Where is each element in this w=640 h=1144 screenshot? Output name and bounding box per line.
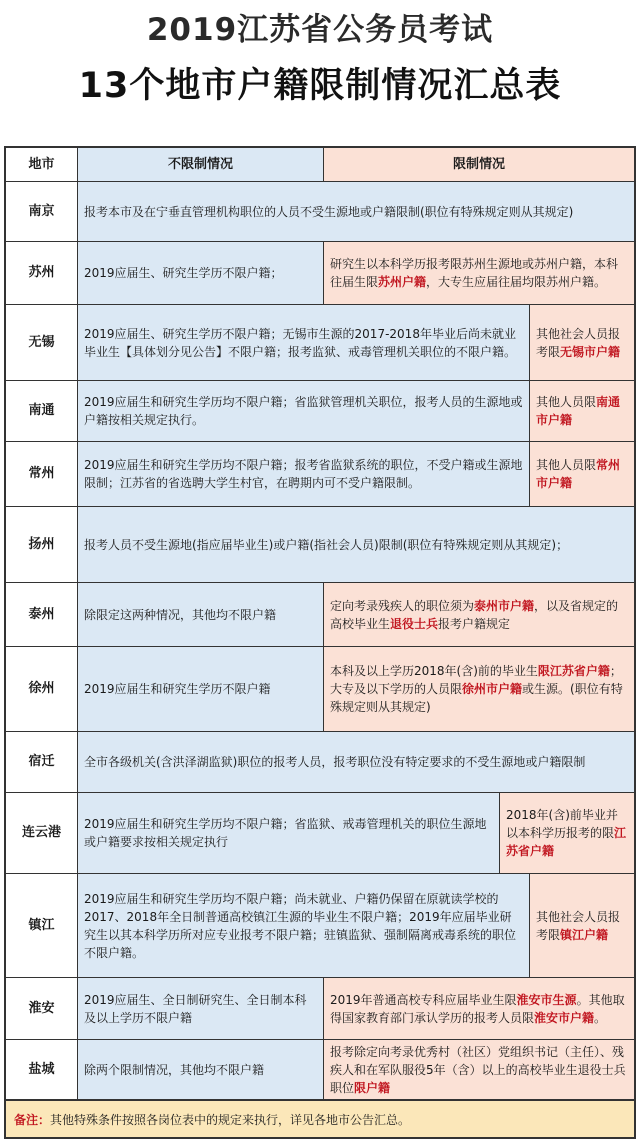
highlight-text: 江苏省户籍 — [506, 826, 627, 858]
page-title: 2019江苏省公务员考试 — [146, 12, 494, 48]
summary-table — [4, 146, 636, 1101]
highlight-text: 限江苏省户籍 — [537, 664, 610, 678]
text-segment: 2018年(含)前毕业并以本科学历报考的限 — [506, 808, 618, 840]
highlight-text: 限户籍 — [354, 1080, 391, 1095]
city-nanjing: 南京 — [6, 182, 78, 242]
row-zhenjiang-no-limit: 2019应届生和研究生学历均不限户籍；尚未就业、户籍仍保留在原就读学校的2017、2018年全日制普通高校镇江生源的毕业生不限户籍；2019年应届毕业研究生以其本科学历所对应专业报考不限户籍；驻镇监狱、强制隔离戒毒系统的职位不限户籍。 — [78, 874, 530, 978]
city-wuxi: 无锡 — [6, 305, 78, 381]
text-segment: 定向考录残疾人的职位须为 — [330, 598, 475, 613]
text-segment: 报考户籍规定 — [438, 616, 511, 631]
text-segment: 本科及以上学历2018年(含)前的毕业生 — [330, 664, 538, 678]
row-huaian-no-limit: 2019应届生、全日制研究生、全日制本科及以上学历不限户籍 — [78, 978, 324, 1040]
header-limit: 限制情况 — [324, 148, 634, 182]
row-nantong-limit — [530, 381, 634, 442]
row-taizhou-limit — [324, 583, 634, 647]
text-segment: ，大专生应届往届均限苏州户籍。 — [426, 275, 607, 289]
highlight-text: 无锡市户籍 — [560, 344, 621, 359]
text-segment: 或生源。(职位有特殊规定则从其规定) — [330, 682, 623, 714]
row-huaian-limit — [324, 978, 634, 1040]
footnote-text: 其他特殊条件按照各岗位表中的规定来执行，详见各地市公告汇总。 — [50, 1112, 411, 1127]
row-wuxi-limit — [530, 305, 634, 381]
row-zhenjiang-limit — [530, 874, 634, 978]
row-lianyungang-limit — [500, 793, 634, 874]
highlight-text: 淮安市生源 — [516, 992, 577, 1007]
footnote — [4, 1101, 636, 1139]
text-segment: 研究生以本科学历报考限苏州生源地或苏州户籍，本科往届生限 — [330, 257, 619, 289]
city-xuzhou: 徐州 — [6, 647, 78, 732]
city-taizhou: 泰州 — [6, 583, 78, 647]
row-yancheng-limit — [324, 1040, 634, 1099]
row-changzhou-no-limit: 2019应届生和研究生学历均不限户籍；报考省监狱系统的职位，不受户籍或生源地限制；江苏省的省选聘大学生村官，在聘期内可不受户籍限制。 — [78, 442, 530, 507]
highlight-text: 泰州市户籍 — [474, 598, 535, 613]
city-yancheng: 盐城 — [6, 1040, 78, 1099]
row-nanjing-merged: 报考本市及在宁垂直管理机构职位的人员不受生源地或户籍限制(职位有特殊规定则从其规定) — [78, 182, 634, 242]
city-changzhou: 常州 — [6, 442, 78, 507]
text-segment: ，以及省规定的高校毕业生 — [330, 598, 619, 631]
highlight-text: 镇江户籍 — [560, 927, 609, 942]
city-nantong: 南通 — [6, 381, 78, 442]
highlight-text: 退役士兵 — [390, 616, 439, 631]
text-segment: 报考除定向考录优秀村（社区）党组织书记（主任）、残疾人和在军队服役5年（含）以上的高校毕业生退役士兵职位 — [330, 1044, 626, 1095]
text-segment: ；大专及以下学历的人员限 — [330, 664, 622, 696]
row-suqian-merged: 全市各级机关(含洪泽湖监狱)职位的报考人员，报考职位没有特定要求的不受生源地或户籍限制 — [78, 732, 634, 793]
highlight-text: 徐州市户籍 — [462, 682, 523, 696]
row-taizhou-no-limit: 除限定这两种情况，其他均不限户籍 — [78, 583, 324, 647]
row-changzhou-limit — [530, 442, 634, 507]
page-subtitle: 13个地市户籍限制情况汇总表 — [78, 66, 562, 106]
row-xuzhou-limit — [324, 647, 634, 732]
city-suzhou: 苏州 — [6, 242, 78, 305]
text-segment: 2019年普通高校专科应届毕业生限 — [330, 992, 517, 1007]
text-segment: 其他社会人员报考限 — [536, 326, 621, 359]
highlight-text: 淮安市户籍 — [534, 1010, 595, 1025]
city-huaian: 淮安 — [6, 978, 78, 1040]
header-city: 地市 — [6, 148, 78, 182]
row-lianyungang-no-limit: 2019应届生和研究生学历均不限户籍；省监狱、戒毒管理机关的职位生源地或户籍要求按相关规定执行 — [78, 793, 500, 874]
city-yangzhou: 扬州 — [6, 507, 78, 583]
footnote-label: 备注： — [14, 1112, 51, 1127]
text-segment: 其他社会人员报考限 — [536, 909, 621, 942]
text-segment: 。 — [594, 1010, 607, 1025]
row-yancheng-no-limit: 除两个限制情况，其他均不限户籍 — [78, 1040, 324, 1099]
row-yangzhou-merged: 报考人员不受生源地(指应届毕业生)或户籍(指社会人员)限制(职位有特殊规定则从其规定)； — [78, 507, 634, 583]
text-segment: 其他人员限 — [536, 395, 597, 409]
text-segment: 其他人员限 — [536, 458, 597, 472]
highlight-text: 苏州户籍 — [378, 275, 427, 289]
city-lianyungang: 连云港 — [6, 793, 78, 874]
row-wuxi-no-limit: 2019应届生、研究生学历不限户籍；无锡市生源的2017-2018年毕业后尚未就业毕业生【具体划分见公告】不限户籍；报考监狱、戒毒管理机关职位的不限户籍。 — [78, 305, 530, 381]
row-nantong-no-limit: 2019应届生和研究生学历均不限户籍；省监狱管理机关职位，报考人员的生源地或户籍按相关规定执行。 — [78, 381, 530, 442]
highlight-text: 常州市户籍 — [536, 458, 621, 490]
highlight-text: 南通市户籍 — [536, 395, 621, 427]
row-suzhou-limit — [324, 242, 634, 305]
header — [0, 0, 640, 140]
header-no-limit: 不限制情况 — [78, 148, 324, 182]
row-xuzhou-no-limit: 2019应届生和研究生学历不限户籍 — [78, 647, 324, 732]
city-zhenjiang: 镇江 — [6, 874, 78, 978]
text-segment: 。其他取得国家教育部门承认学历的报考人员限 — [330, 992, 625, 1025]
city-suqian: 宿迁 — [6, 732, 78, 793]
row-suzhou-no-limit: 2019应届生、研究生学历不限户籍； — [78, 242, 324, 305]
